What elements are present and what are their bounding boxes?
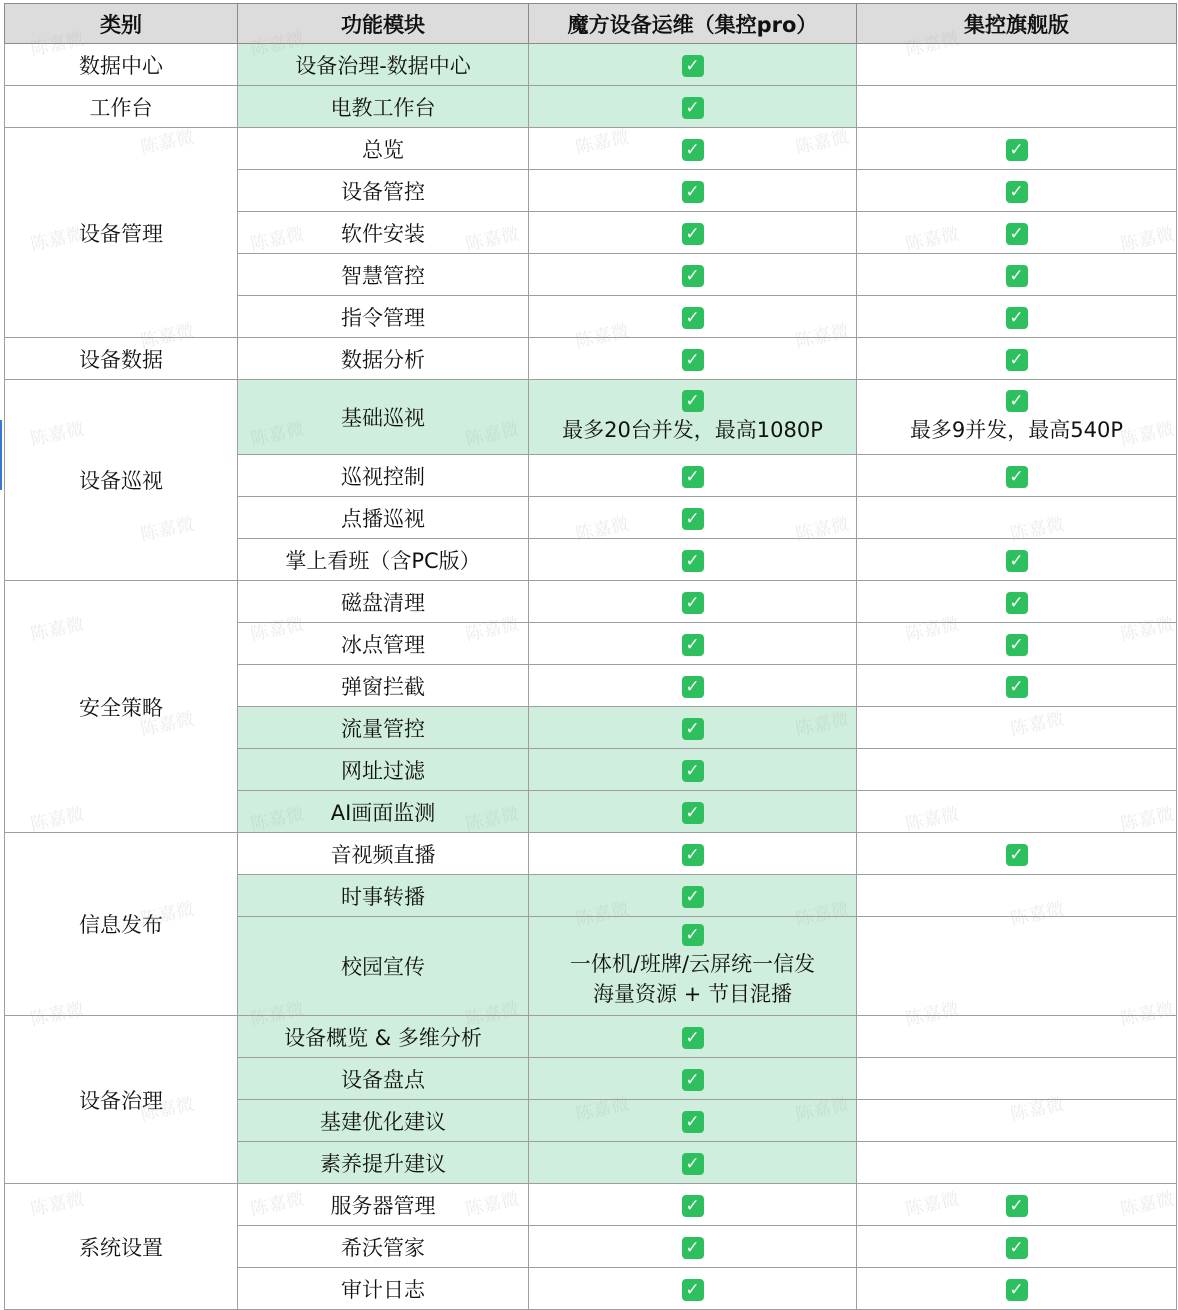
watermark: 陈嘉微 [28,223,86,256]
module-cell: 审计日志 [238,1268,529,1310]
check-icon: ✓ [1006,1237,1028,1259]
module-cell: 素养提升建议 [238,1142,529,1184]
module-cell: 弹窗拦截 [238,665,529,707]
watermark: 陈嘉微 [463,613,521,646]
category-cell: 信息发布 [5,833,238,1016]
check-icon: ✓ [1006,550,1028,572]
check-icon: ✓ [682,265,704,287]
pro-cell [529,338,857,380]
pro-cell [529,539,857,581]
flagship-cell [857,1142,1177,1184]
watermark: 陈嘉微 [903,1188,961,1221]
watermark: 陈嘉微 [1118,418,1176,451]
watermark: 陈嘉微 [903,28,961,61]
header-row [5,4,1177,44]
flagship-note: 最多9并发，最高540P [909,417,1124,442]
check-icon: ✓ [1006,676,1028,698]
watermark: 陈嘉微 [1118,803,1176,836]
flagship-cell [857,455,1177,497]
pro-cell [529,791,857,833]
module-cell: 基础巡视 [238,380,529,455]
check-icon: ✓ [682,307,704,329]
pro-cell [529,665,857,707]
flagship-cell [857,707,1177,749]
module-cell: 服务器管理 [238,1184,529,1226]
check-icon: ✓ [1006,466,1028,488]
check-icon: ✓ [682,1027,704,1049]
watermark: 陈嘉微 [463,1188,521,1221]
module-cell: 流量管控 [238,707,529,749]
flagship-cell [857,170,1177,212]
watermark: 陈嘉微 [248,28,306,61]
check-icon: ✓ [682,886,704,908]
watermark: 陈嘉微 [903,223,961,256]
check-icon: ✓ [682,223,704,245]
flagship-cell [857,497,1177,539]
watermark: 陈嘉微 [463,418,521,451]
check-icon: ✓ [682,592,704,614]
pro-cell [529,212,857,254]
flagship-cell [857,1100,1177,1142]
check-icon: ✓ [682,634,704,656]
table-row [5,1184,1177,1226]
feature-comparison-table [4,3,1177,1310]
watermark: 陈嘉微 [903,613,961,646]
flagship-cell [857,791,1177,833]
module-cell: 冰点管理 [238,623,529,665]
watermark: 陈嘉微 [1118,998,1176,1031]
pro-cell [529,380,857,455]
watermark: 陈嘉微 [793,898,851,931]
check-icon: ✓ [682,718,704,740]
table-row [5,44,1177,86]
watermark: 陈嘉微 [1008,513,1066,546]
watermark: 陈嘉微 [793,513,851,546]
watermark: 陈嘉微 [463,998,521,1031]
table-row [5,581,1177,623]
pro-cell [529,254,857,296]
module-cell: AI画面监测 [238,791,529,833]
watermark: 陈嘉微 [248,418,306,451]
watermark: 陈嘉微 [28,418,86,451]
check-icon: ✓ [1006,181,1028,203]
watermark: 陈嘉微 [463,223,521,256]
check-icon: ✓ [682,924,704,946]
check-icon: ✓ [1006,1279,1028,1301]
pro-cell [529,1058,857,1100]
pro-cell [529,581,857,623]
watermark: 陈嘉微 [28,1188,86,1221]
pro-cell [529,170,857,212]
module-cell: 巡视控制 [238,455,529,497]
pro-cell [529,749,857,791]
watermark: 陈嘉微 [28,28,86,61]
check-icon: ✓ [1006,349,1028,371]
pro-note: 最多20台并发，最高1080P [562,417,823,442]
watermark: 陈嘉微 [138,898,196,931]
header-module: 功能模块 [238,4,529,44]
flagship-cell [857,296,1177,338]
pro-cell [529,1100,857,1142]
check-icon: ✓ [682,550,704,572]
header-flagship: 集控旗舰版 [857,4,1177,44]
watermark: 陈嘉微 [248,1188,306,1221]
watermark: 陈嘉微 [1118,613,1176,646]
flagship-cell [857,380,1177,455]
flagship-cell [857,875,1177,917]
header-category: 类别 [5,4,238,44]
flagship-cell [857,1016,1177,1058]
watermark: 陈嘉微 [138,513,196,546]
table-row [5,128,1177,170]
flagship-cell [857,581,1177,623]
check-icon: ✓ [682,181,704,203]
watermark: 陈嘉微 [248,998,306,1031]
pro-cell [529,623,857,665]
check-icon: ✓ [682,97,704,119]
check-icon: ✓ [682,1111,704,1133]
watermark: 陈嘉微 [1008,898,1066,931]
check-icon: ✓ [682,760,704,782]
pro-cell [529,917,857,1016]
watermark: 陈嘉微 [793,320,851,353]
table-row [5,380,1177,455]
watermark: 陈嘉微 [248,223,306,256]
check-icon: ✓ [682,844,704,866]
pro-cell [529,44,857,86]
pro-cell [529,86,857,128]
check-icon: ✓ [682,1153,704,1175]
watermark: 陈嘉微 [1008,1093,1066,1126]
watermark: 陈嘉微 [138,320,196,353]
module-cell: 设备管控 [238,170,529,212]
watermark: 陈嘉微 [793,708,851,741]
table-row [5,833,1177,875]
category-cell: 设备治理 [5,1016,238,1184]
flagship-cell [857,128,1177,170]
check-icon: ✓ [682,55,704,77]
flagship-cell [857,833,1177,875]
module-cell: 指令管理 [238,296,529,338]
pro-note-line2: 海量资源 + 节目混播 [593,981,792,1006]
module-cell: 数据分析 [238,338,529,380]
flagship-cell [857,539,1177,581]
category-cell: 数据中心 [5,44,238,86]
check-icon: ✓ [682,1069,704,1091]
module-cell: 磁盘清理 [238,581,529,623]
watermark: 陈嘉微 [793,1093,851,1126]
category-cell: 设备管理 [5,128,238,338]
pro-cell [529,1226,857,1268]
check-icon: ✓ [682,139,704,161]
check-icon: ✓ [1006,139,1028,161]
category-cell: 设备数据 [5,338,238,380]
category-cell: 设备巡视 [5,380,238,581]
watermark: 陈嘉微 [1008,708,1066,741]
selection-accent [0,420,2,490]
check-icon: ✓ [682,802,704,824]
watermark: 陈嘉微 [138,126,196,159]
flagship-cell [857,1184,1177,1226]
pro-cell [529,455,857,497]
flagship-cell [857,338,1177,380]
category-cell: 安全策略 [5,581,238,833]
header-pro: 魔方设备运维（集控pro） [529,4,857,44]
check-icon: ✓ [682,349,704,371]
watermark: 陈嘉微 [138,708,196,741]
pro-note-line1: 一体机/班牌/云屏统一信发 [569,951,816,976]
check-icon: ✓ [682,508,704,530]
watermark: 陈嘉微 [28,613,86,646]
check-icon: ✓ [1006,307,1028,329]
watermark: 陈嘉微 [28,998,86,1031]
check-icon: ✓ [1006,592,1028,614]
pro-cell [529,1268,857,1310]
flagship-cell [857,254,1177,296]
category-cell: 工作台 [5,86,238,128]
module-cell: 智慧管控 [238,254,529,296]
check-icon: ✓ [682,466,704,488]
watermark: 陈嘉微 [248,613,306,646]
module-cell: 设备盘点 [238,1058,529,1100]
module-cell: 掌上看班（含PC版） [238,539,529,581]
watermark: 陈嘉微 [1118,223,1176,256]
module-cell: 设备治理-数据中心 [238,44,529,86]
pro-cell [529,1016,857,1058]
module-cell: 设备概览 & 多维分析 [238,1016,529,1058]
check-icon: ✓ [1006,390,1028,412]
check-icon: ✓ [1006,265,1028,287]
pro-cell [529,833,857,875]
pro-cell [529,707,857,749]
watermark: 陈嘉微 [903,803,961,836]
flagship-cell [857,1268,1177,1310]
pro-cell [529,497,857,539]
watermark: 陈嘉微 [573,126,631,159]
watermark: 陈嘉微 [903,998,961,1031]
module-cell: 希沃管家 [238,1226,529,1268]
flagship-cell [857,1058,1177,1100]
watermark: 陈嘉微 [793,126,851,159]
module-cell: 点播巡视 [238,497,529,539]
check-icon: ✓ [682,390,704,412]
table-row [5,1016,1177,1058]
check-icon: ✓ [682,1279,704,1301]
module-cell: 校园宣传 [238,917,529,1016]
module-cell: 基建优化建议 [238,1100,529,1142]
check-icon: ✓ [1006,634,1028,656]
table-row [5,86,1177,128]
pro-cell [529,875,857,917]
flagship-cell [857,749,1177,791]
category-cell: 系统设置 [5,1184,238,1310]
module-cell: 时事转播 [238,875,529,917]
module-cell: 软件安装 [238,212,529,254]
watermark: 陈嘉微 [248,803,306,836]
pro-cell [529,1184,857,1226]
pro-cell [529,296,857,338]
module-cell: 电教工作台 [238,86,529,128]
watermark: 陈嘉微 [573,1093,631,1126]
pro-cell [529,1142,857,1184]
watermark: 陈嘉微 [28,803,86,836]
module-cell: 音视频直播 [238,833,529,875]
flagship-cell [857,917,1177,1016]
flagship-cell [857,44,1177,86]
check-icon: ✓ [682,1237,704,1259]
module-cell: 网址过滤 [238,749,529,791]
check-icon: ✓ [1006,1195,1028,1217]
watermark: 陈嘉微 [1118,1188,1176,1221]
module-cell: 总览 [238,128,529,170]
pro-cell [529,128,857,170]
flagship-cell [857,1226,1177,1268]
check-icon: ✓ [1006,844,1028,866]
flagship-cell [857,665,1177,707]
watermark: 陈嘉微 [573,513,631,546]
table-row [5,338,1177,380]
watermark: 陈嘉微 [138,1093,196,1126]
flagship-cell [857,212,1177,254]
watermark: 陈嘉微 [573,320,631,353]
check-icon: ✓ [682,1195,704,1217]
watermark: 陈嘉微 [573,898,631,931]
flagship-cell [857,623,1177,665]
check-icon: ✓ [682,676,704,698]
watermark: 陈嘉微 [463,803,521,836]
flagship-cell [857,86,1177,128]
check-icon: ✓ [1006,223,1028,245]
